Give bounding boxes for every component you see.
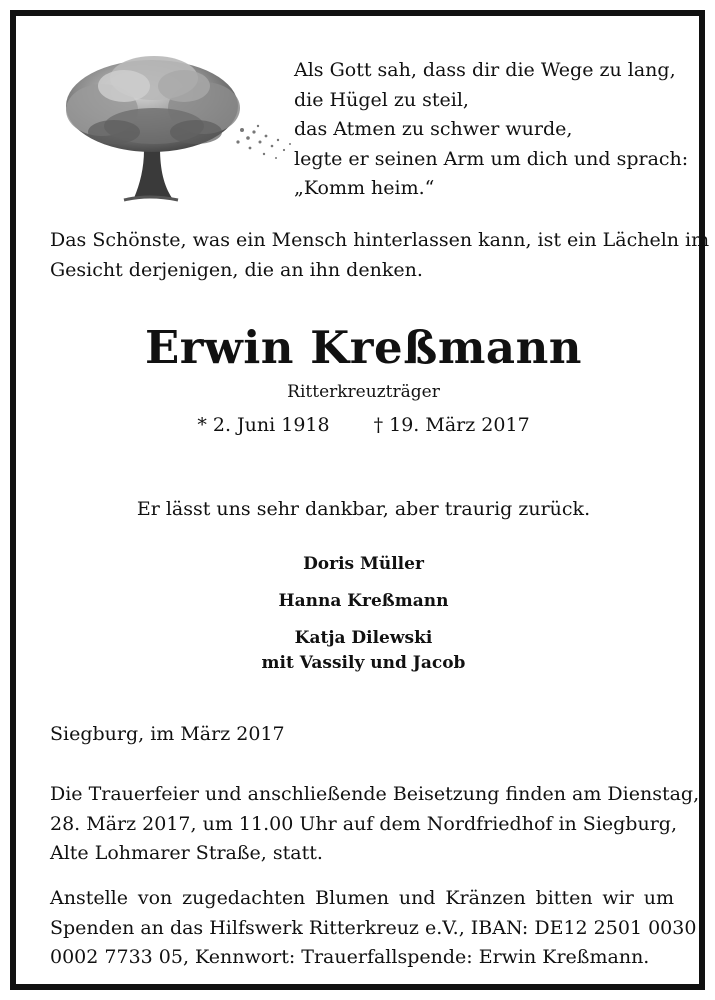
poem-line: das Atmen zu schwer wurde, xyxy=(294,118,573,140)
poem xyxy=(294,56,694,204)
death-date: † 19. März 2017 xyxy=(373,414,530,436)
ceremony-line: Die Trauerfeier und anschließende Beisetzung finden am Dienstag, xyxy=(50,783,700,805)
quote-line: Das Schönste, was ein Mensch hinterlassen kann, ist ein Lächeln im xyxy=(50,229,710,251)
tree-icon xyxy=(54,46,294,206)
donation-notice xyxy=(50,884,697,973)
ceremony-notice xyxy=(50,780,700,869)
life-dates xyxy=(16,414,711,436)
deceased-title: Ritterkreuzträger xyxy=(287,382,440,402)
obituary-card xyxy=(10,10,710,990)
mourner-name: mit Vassily und Jacob xyxy=(261,653,466,673)
mourner-name: Hanna Kreßmann xyxy=(278,591,449,611)
quote-line: Gesicht derjenigen, die an ihn denken. xyxy=(50,259,423,281)
deceased-name: Erwin Kreßmann xyxy=(144,321,583,374)
birth-date: * 2. Juni 1918 xyxy=(197,414,330,436)
poem-line: „Komm heim.“ xyxy=(294,177,435,199)
poem-line: Als Gott sah, dass dir die Wege zu lang, xyxy=(294,59,676,81)
ceremony-line: 28. März 2017, um 11.00 Uhr auf dem Nordfriedhof in Siegburg, xyxy=(50,812,677,835)
mourners-list xyxy=(16,552,711,676)
donation-line: Spenden an das Hilfswerk Ritterkreuz e.V., IBAN: DE12 2501 0030 xyxy=(50,916,697,939)
mourner-name: Katja Dilewski xyxy=(294,628,433,648)
thanks-line: Er lässt uns sehr dankbar, aber traurig zurück. xyxy=(136,498,591,520)
ceremony-line: Alte Lohmarer Straße, statt. xyxy=(50,842,323,864)
donation-line: 0002 7733 05, Kennwort: Trauerfallspende: Erwin Kreßmann. xyxy=(50,946,650,968)
mourner-name: Doris Müller xyxy=(303,554,424,574)
place-date: Siegburg, im März 2017 xyxy=(50,723,285,745)
poem-line: die Hügel zu steil, xyxy=(294,88,469,111)
donation-line: Anstelle von zugedachten Blumen und Kränzen bitten wir um xyxy=(50,887,674,909)
memorial-quote xyxy=(50,225,710,285)
poem-line: legte er seinen Arm um dich und sprach: xyxy=(294,147,689,170)
